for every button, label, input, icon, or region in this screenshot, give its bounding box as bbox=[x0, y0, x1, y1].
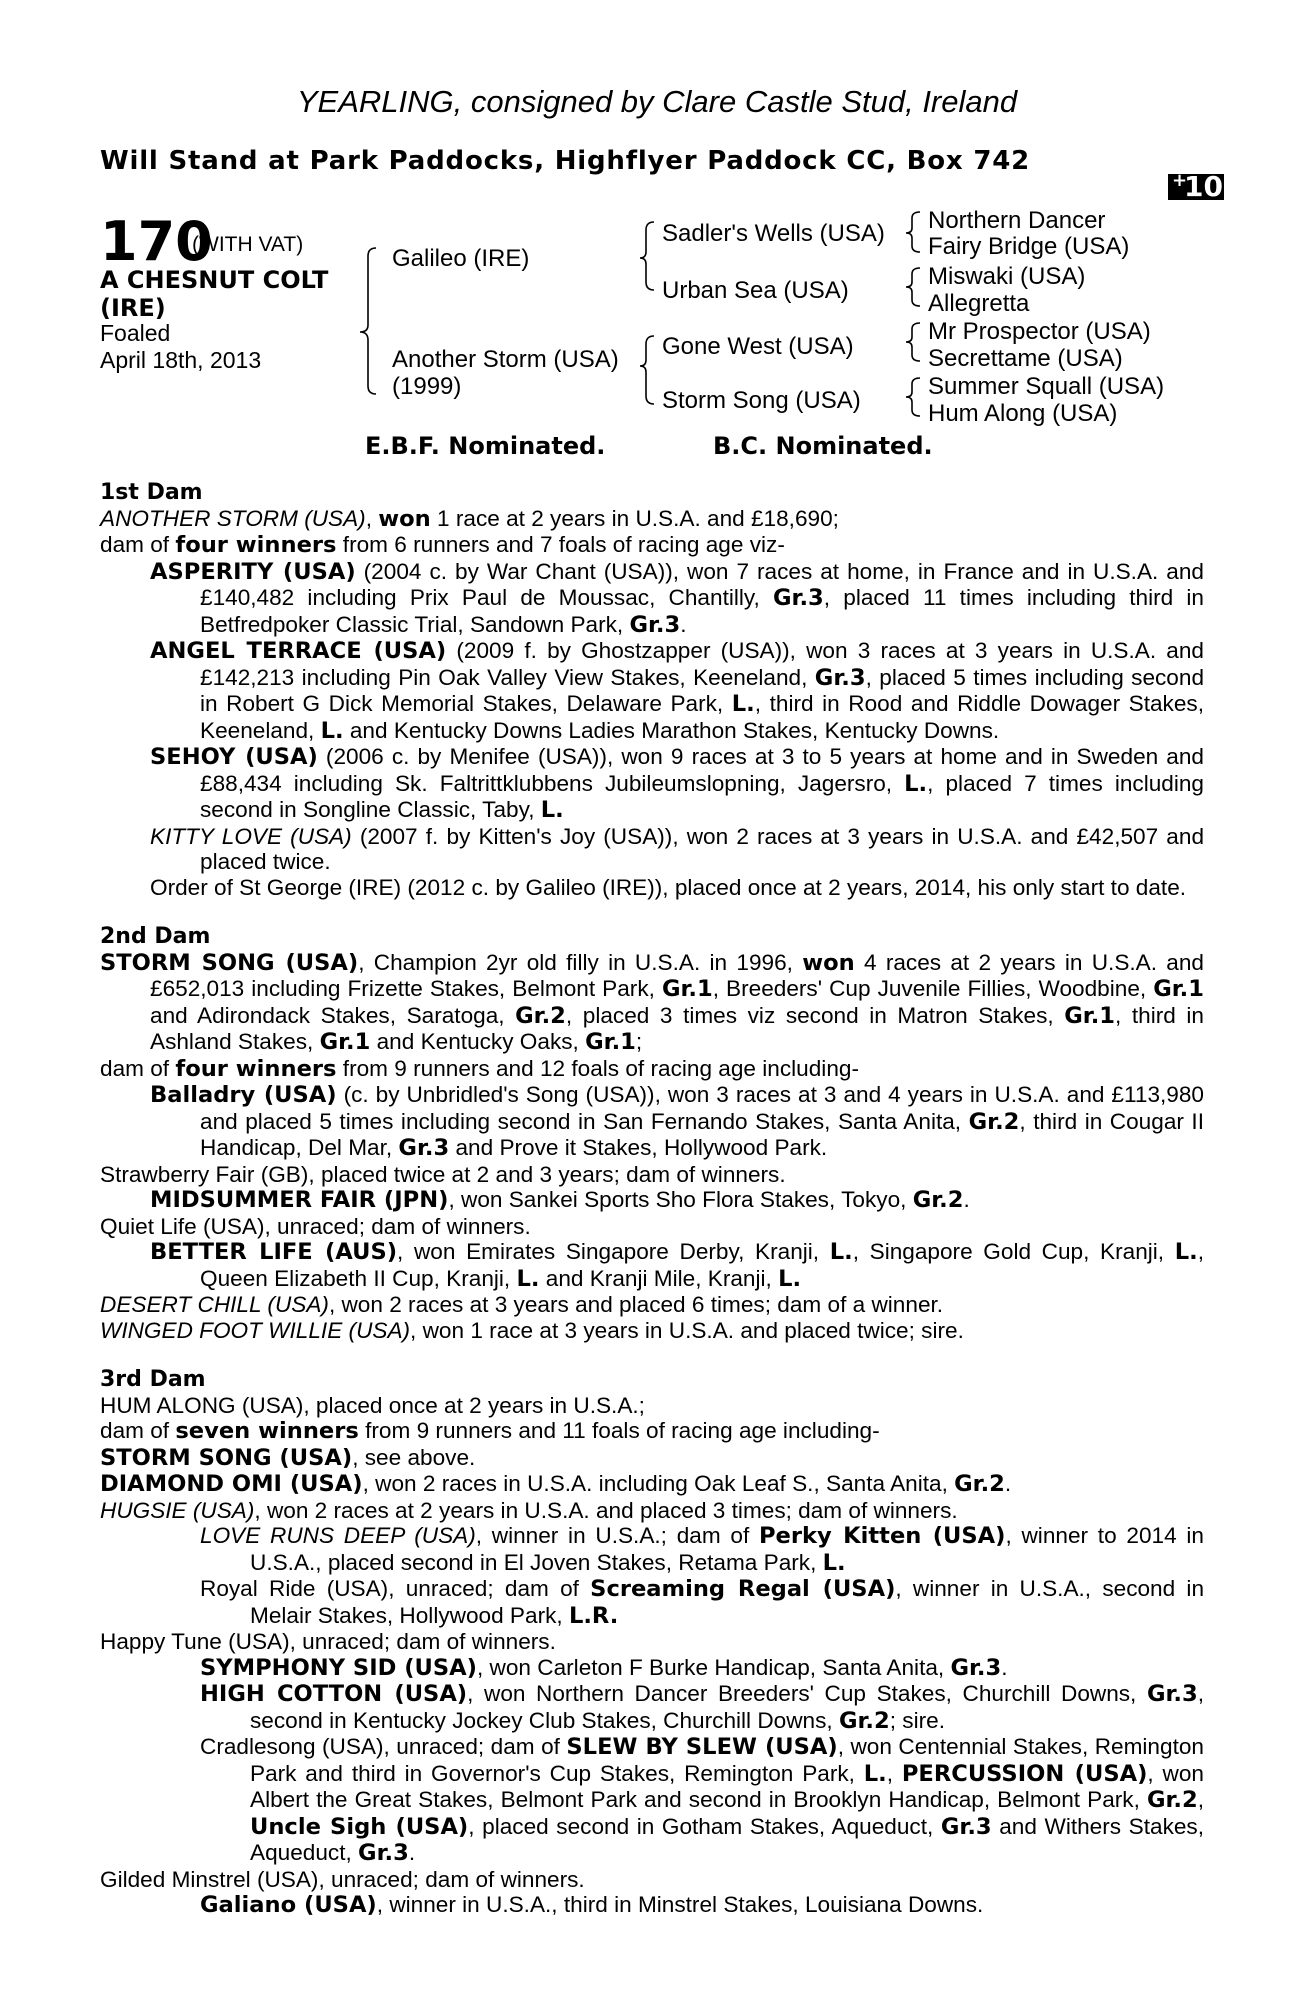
text-run: PERCUSSION (USA) bbox=[901, 1760, 1148, 1787]
text-run: SYMPHONY SID (USA) bbox=[200, 1654, 477, 1681]
ped-gs3: Gone West (USA) bbox=[662, 333, 854, 360]
dam1-p1 bbox=[100, 506, 1204, 533]
dam2-p4 bbox=[100, 1162, 1204, 1188]
text-run: (2009 f. by Ghostzapper (USA)), won 3 races at 3 years in U.S.A. and £142,213 including Pin Oak Valley View Stakes, Keeneland, bbox=[200, 638, 1204, 690]
brace-sire-dam bbox=[360, 248, 376, 394]
text-run: , Queen Elizabeth II Cup, Kranji, bbox=[200, 1239, 1205, 1291]
pedigree-brackets bbox=[0, 0, 1314, 460]
ped-ggs6: Secrettame (USA) bbox=[928, 345, 1123, 372]
ped-dam: Another Storm (USA) bbox=[392, 346, 619, 373]
text-run: BETTER LIFE (AUS) bbox=[150, 1239, 398, 1265]
text-run: and Kentucky Oaks, bbox=[370, 1029, 586, 1054]
text-run: , placed 3 times viz second in Matron Stakes, bbox=[565, 1002, 1065, 1028]
text-run: KITTY LOVE (USA) bbox=[150, 823, 352, 849]
text-run: 1 race at 2 years in U.S.A. and £18,690; bbox=[430, 505, 839, 531]
dam3-heading: 3rd Dam bbox=[100, 1367, 206, 1392]
dam3-p10 bbox=[100, 1681, 1204, 1734]
text-run: MIDSUMMER FAIR (JPN) bbox=[150, 1187, 449, 1213]
text-run: Gr.2 bbox=[954, 1471, 1005, 1497]
dam2-p9 bbox=[100, 1318, 1204, 1344]
text-run: dam of bbox=[100, 532, 176, 557]
ped-gs2: Urban Sea (USA) bbox=[662, 277, 849, 304]
text-run: L. bbox=[731, 691, 755, 717]
text-run: (2004 c. by War Chant (USA)), won 7 races at home, in France and in U.S.A. and £140,482 including Prix Paul de Moussac, Chantilly, bbox=[200, 558, 1204, 610]
text-run: , placed 11 times including third in Betfredpoker Classic Trial, Sandown Park, bbox=[200, 585, 1204, 637]
text-run: L. bbox=[822, 1549, 846, 1576]
text-run: SEHOY (USA) bbox=[150, 744, 318, 770]
text-run: Gr.1 bbox=[1153, 976, 1204, 1002]
text-run: , won Sankei Sports Sho Flora Stakes, Tokyo, bbox=[448, 1187, 913, 1212]
text-run: Perky Kitten (USA) bbox=[759, 1523, 1006, 1549]
dam3-p6 bbox=[100, 1523, 1204, 1576]
text-run: L.R. bbox=[568, 1602, 619, 1629]
bc-nominated: B.C. Nominated. bbox=[713, 432, 933, 460]
badge-number: 10 bbox=[1184, 170, 1223, 203]
text-run: L. bbox=[778, 1265, 802, 1292]
dam2-p7 bbox=[100, 1239, 1204, 1292]
text-run: , won 2 races at 2 years in U.S.A. and placed 3 times; dam of winners. bbox=[254, 1497, 958, 1523]
dam1-p2 bbox=[100, 532, 1204, 559]
brace-gs2 bbox=[906, 268, 920, 306]
text-run: , winner in U.S.A., second in Melair Stakes, Hollywood Park, bbox=[250, 1576, 1205, 1628]
dam2-p5 bbox=[100, 1187, 1204, 1214]
text-run: dam of bbox=[100, 1418, 176, 1443]
dam3-p3 bbox=[100, 1445, 1204, 1472]
text-run: , won 2 races in U.S.A. including Oak Leaf S., Santa Anita, bbox=[362, 1471, 955, 1496]
text-run: Gr.3 bbox=[398, 1135, 450, 1161]
text-run: , bbox=[886, 1760, 902, 1786]
brace-gs3 bbox=[906, 323, 920, 361]
text-run: and Kranji Mile, Kranji, bbox=[539, 1265, 779, 1291]
brace-gs4 bbox=[906, 378, 920, 416]
ped-ggs7: Summer Squall (USA) bbox=[928, 373, 1165, 400]
text-run: seven winners bbox=[175, 1418, 359, 1444]
text-run: (c. by Unbridled's Song (USA)), won 3 races at 3 and 4 years in U.S.A. and £113,980 and placed 5 times including second in San Fernando Stakes, Santa Anita, bbox=[200, 1082, 1204, 1134]
ped-ggs5: Mr Prospector (USA) bbox=[928, 318, 1151, 345]
text-run: STORM SONG (USA) bbox=[100, 1444, 353, 1471]
dam3-p1 bbox=[100, 1393, 1204, 1419]
text-run: STORM SONG (USA) bbox=[100, 949, 359, 976]
text-run: . bbox=[1004, 1471, 1012, 1496]
ped-ggs8: Hum Along (USA) bbox=[928, 400, 1118, 427]
lot-description-line1: A CHESNUT COLT bbox=[100, 266, 329, 294]
text-run: LOVE RUNS DEEP (USA) bbox=[200, 1523, 476, 1548]
text-run: Gr.1 bbox=[319, 1029, 371, 1055]
text-run: L. bbox=[863, 1760, 887, 1787]
text-run: won bbox=[378, 505, 431, 532]
text-run: , won Northern Dancer Breeders' Cup Stakes, Churchill Downs, bbox=[467, 1681, 1147, 1706]
text-run: Gilded Minstrel (USA), unraced; dam of winners. bbox=[100, 1866, 585, 1892]
dam2-p1 bbox=[100, 950, 1204, 1056]
dam1-p6 bbox=[100, 824, 1204, 875]
dam3-p9 bbox=[100, 1655, 1204, 1682]
text-run: Gr.3 bbox=[358, 1840, 409, 1866]
text-run: L. bbox=[540, 797, 564, 823]
text-run: Gr.1 bbox=[1064, 1002, 1116, 1029]
text-run: DIAMOND OMI (USA) bbox=[100, 1471, 363, 1497]
text-run: , Champion 2yr old filly in U.S.A. in 1996, bbox=[358, 949, 803, 975]
text-run: Gr.3 bbox=[950, 1654, 1002, 1681]
text-run: and Kentucky Downs Ladies Marathon Stakes, Kentucky Downs. bbox=[343, 717, 1000, 743]
dam3-p2 bbox=[100, 1418, 1204, 1445]
location-line: Will Stand at Park Paddocks, Highflyer Paddock CC, Box 742 bbox=[100, 146, 1031, 176]
text-run: WINGED FOOT WILLIE (USA) bbox=[100, 1317, 411, 1343]
text-run: Gr.1 bbox=[585, 1029, 636, 1055]
text-run: and Adirondack Stakes, Saratoga, bbox=[150, 1002, 516, 1028]
text-run: , bbox=[1197, 1787, 1204, 1812]
text-run: ASPERITY (USA) bbox=[150, 558, 356, 585]
text-run: , Breeders' Cup Juvenile Fillies, Woodbine, bbox=[712, 976, 1154, 1001]
text-run: HIGH COTTON (USA) bbox=[200, 1681, 468, 1707]
lot-vat: (WITH VAT) bbox=[192, 233, 304, 256]
text-run: Gr.3 bbox=[940, 1813, 992, 1840]
text-run: . bbox=[963, 1187, 970, 1212]
text-run: and Withers Stakes, Aqueduct, bbox=[250, 1813, 1205, 1865]
text-run: L. bbox=[516, 1265, 540, 1292]
text-run: . bbox=[408, 1840, 416, 1865]
dam1-p5 bbox=[100, 744, 1204, 824]
text-run: ; sire. bbox=[889, 1707, 945, 1733]
text-run: , placed second in Gotham Stakes, Aqueduct, bbox=[468, 1813, 941, 1839]
dam2-p8 bbox=[100, 1292, 1204, 1318]
text-run: Gr.3 bbox=[773, 585, 824, 611]
lot-number: 170 bbox=[100, 210, 213, 273]
text-run: , second in Kentucky Jockey Club Stakes, Churchill Downs, bbox=[250, 1681, 1204, 1733]
text-run: Gr.2 bbox=[838, 1707, 890, 1734]
text-run: (2007 f. by Kitten's Joy (USA)), won 2 races at 3 years in U.S.A. and £42,507 and placed twice. bbox=[200, 823, 1205, 874]
text-run: , winner in U.S.A.; dam of bbox=[475, 1523, 759, 1548]
text-run: Gr.2 bbox=[1146, 1787, 1198, 1813]
text-run: from 6 runners and 7 foals of racing age viz- bbox=[336, 532, 785, 557]
badge-plus: + bbox=[1172, 170, 1188, 191]
text-run: , bbox=[365, 505, 379, 531]
text-run: . bbox=[1001, 1654, 1008, 1680]
text-run: Royal Ride (USA), unraced; dam of bbox=[200, 1576, 591, 1601]
text-run: , Singapore Gold Cup, Kranji, bbox=[852, 1239, 1175, 1264]
text-run: Gr.1 bbox=[661, 976, 713, 1002]
dam2-p3 bbox=[100, 1082, 1204, 1162]
text-run: HUGSIE (USA) bbox=[100, 1497, 255, 1523]
text-run: Balladry (USA) bbox=[150, 1082, 337, 1108]
text-run: , won Centennial Stakes, Remington Park and third in Governor's Cup Stakes, Remington Park, bbox=[250, 1734, 1204, 1786]
dam3-p13 bbox=[100, 1892, 1204, 1919]
dam1-p3 bbox=[100, 559, 1204, 639]
catalogue-body bbox=[100, 480, 1204, 1919]
dam1-heading: 1st Dam bbox=[100, 480, 203, 505]
text-run: Screaming Regal (USA) bbox=[590, 1576, 896, 1602]
text-run: Gr.3 bbox=[629, 611, 681, 638]
text-run: four winners bbox=[175, 532, 337, 558]
text-run: SLEW BY SLEW (USA) bbox=[566, 1734, 838, 1760]
ped-gs1: Sadler's Wells (USA) bbox=[662, 220, 885, 247]
text-run: , placed 7 times including second in Songline Classic, Taby, bbox=[200, 770, 1204, 822]
text-run: 4 races at 2 years in U.S.A. and £652,013 including Frizette Stakes, Belmont Park, bbox=[150, 949, 1204, 1001]
text-run: (2006 c. by Menifee (USA)), won 9 races at 3 to 5 years at home and in Sweden and £88,434 including Sk. Faltrittklubbens Jubileumslopning, Jagersro, bbox=[200, 744, 1204, 796]
text-run: Galiano (USA) bbox=[200, 1892, 377, 1918]
ebf-nominated: E.B.F. Nominated. bbox=[365, 432, 606, 460]
text-run: ; bbox=[635, 1029, 643, 1054]
brace-sire-parents bbox=[640, 222, 654, 290]
foaled-date: April 18th, 2013 bbox=[100, 347, 262, 373]
dam3-p12 bbox=[100, 1867, 1204, 1893]
dam3-p8 bbox=[100, 1629, 1204, 1655]
text-run: Order of St George (IRE) (2012 c. by Galileo (IRE)), placed once at 2 years, 2014, his only start to date. bbox=[150, 874, 1187, 900]
text-run: ANOTHER STORM (USA) bbox=[100, 505, 366, 531]
text-run: , won Albert the Great Stakes, Belmont Park and second in Brooklyn Handicap, Belmont Park, bbox=[250, 1760, 1204, 1812]
text-run: , placed 5 times including second in Robert G Dick Memorial Stakes, Delaware Park, bbox=[200, 664, 1205, 716]
text-run: Gr.2 bbox=[968, 1108, 1020, 1135]
dam2-p6 bbox=[100, 1214, 1204, 1240]
text-run: Gr.3 bbox=[1146, 1681, 1198, 1707]
text-run: , won Emirates Singapore Derby, Kranji, bbox=[397, 1239, 830, 1264]
text-run: dam of bbox=[100, 1055, 176, 1081]
ped-ggs4: Allegretta bbox=[928, 290, 1030, 317]
text-run: , won 2 races at 3 years and placed 6 times; dam of a winner. bbox=[328, 1292, 944, 1317]
text-run: won bbox=[802, 949, 855, 976]
text-run: DESERT CHILL (USA) bbox=[100, 1292, 329, 1317]
ped-ggs2: Fairy Bridge (USA) bbox=[928, 233, 1130, 260]
text-run: Quiet Life (USA), unraced; dam of winners. bbox=[100, 1213, 531, 1239]
dam3-p7 bbox=[100, 1576, 1204, 1629]
text-run: Cradlesong (USA), unraced; dam of bbox=[200, 1734, 567, 1759]
dam2-p2 bbox=[100, 1056, 1204, 1083]
text-run: , third in Ashland Stakes, bbox=[150, 1002, 1205, 1054]
ped-dam-year: (1999) bbox=[392, 373, 462, 400]
text-run: Gr.2 bbox=[912, 1187, 964, 1213]
brace-dam-parents bbox=[640, 336, 654, 404]
text-run: L. bbox=[829, 1239, 853, 1265]
text-run: , winner to 2014 in U.S.A., placed second in El Joven Stakes, Retama Park, bbox=[250, 1523, 1204, 1575]
text-run: Happy Tune (USA), unraced; dam of winners. bbox=[100, 1629, 556, 1654]
dam3-p4 bbox=[100, 1471, 1204, 1498]
text-run: four winners bbox=[175, 1055, 337, 1082]
text-run: , third in Rood and Riddle Dowager Stakes, Keeneland, bbox=[200, 691, 1204, 743]
page-title: YEARLING, consigned by Clare Castle Stud, Ireland bbox=[296, 84, 1018, 119]
foaled-label: Foaled bbox=[100, 320, 171, 346]
lot-description-line2: (IRE) bbox=[100, 294, 166, 322]
text-run: L. bbox=[904, 770, 928, 797]
text-run: , won 1 race at 3 years in U.S.A. and placed twice; sire. bbox=[410, 1317, 964, 1343]
brace-gs1 bbox=[906, 212, 920, 252]
text-run: , see above. bbox=[352, 1444, 476, 1470]
text-run: and Prove it Stakes, Hollywood Park. bbox=[449, 1135, 828, 1160]
text-run: , third in Cougar II Handicap, Del Mar, bbox=[200, 1108, 1204, 1160]
dam2-heading: 2nd Dam bbox=[100, 924, 211, 949]
text-run: , won Carleton F Burke Handicap, Santa Anita, bbox=[476, 1654, 951, 1680]
dam1-p7 bbox=[100, 875, 1204, 901]
text-run: Uncle Sigh (USA) bbox=[250, 1813, 469, 1840]
dam1-p4 bbox=[100, 638, 1204, 744]
text-run: , winner in U.S.A., third in Minstrel Stakes, Louisiana Downs. bbox=[376, 1892, 984, 1917]
dam3-p5 bbox=[100, 1498, 1204, 1524]
ped-sire: Galileo (IRE) bbox=[392, 245, 530, 272]
text-run: Gr.3 bbox=[814, 664, 866, 691]
text-run: Strawberry Fair (GB), placed twice at 2 and 3 years; dam of winners. bbox=[100, 1161, 786, 1187]
text-run: ANGEL TERRACE (USA) bbox=[150, 638, 447, 664]
text-run: L. bbox=[1174, 1239, 1198, 1265]
text-run: . bbox=[680, 611, 687, 637]
dam3-p11 bbox=[100, 1734, 1204, 1867]
ped-ggs1: Northern Dancer bbox=[928, 207, 1106, 234]
text-run: Gr.2 bbox=[515, 1002, 566, 1029]
text-run: HUM ALONG (USA), placed once at 2 years in U.S.A.; bbox=[100, 1392, 645, 1418]
ped-ggs3: Miswaki (USA) bbox=[928, 263, 1086, 290]
text-run: from 9 runners and 11 foals of racing age including- bbox=[358, 1418, 880, 1443]
text-run: from 9 runners and 12 foals of racing age including- bbox=[336, 1055, 859, 1081]
text-run: L. bbox=[320, 717, 344, 744]
ped-gs4: Storm Song (USA) bbox=[662, 387, 861, 414]
